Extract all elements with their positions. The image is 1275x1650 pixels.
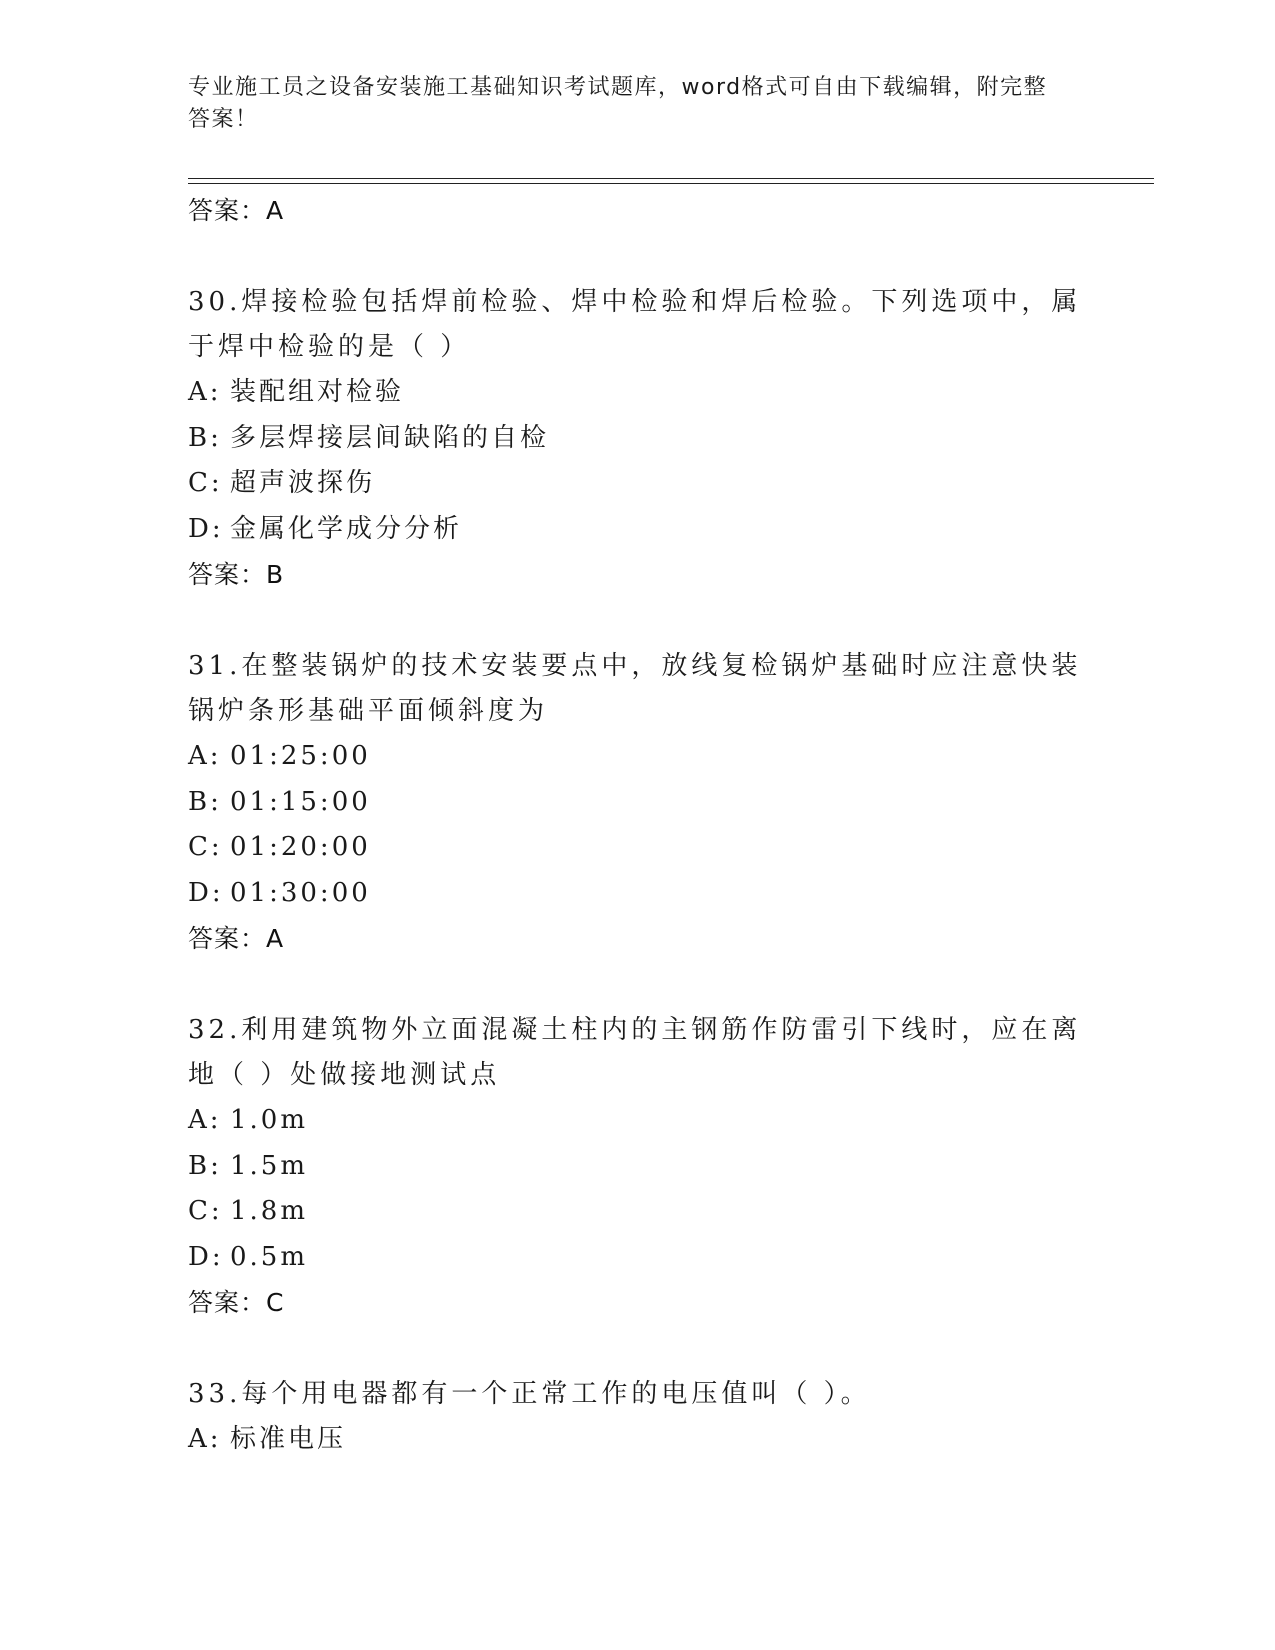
option-text: 01:15:00 — [230, 786, 371, 817]
option-letter: C: — [188, 832, 223, 862]
option-letter: A: — [188, 741, 222, 771]
option-a — [188, 370, 1088, 416]
question-item — [188, 1372, 1088, 1463]
option-d — [188, 507, 1088, 553]
question-list — [188, 188, 1088, 1463]
option-text: 1.8m — [230, 1196, 309, 1226]
answer-line: 答案：A — [188, 196, 285, 225]
header-title: 专业施工员之设备安装施工基础知识考试题库，word格式可自由下载编辑，附完整答案！ — [188, 75, 1048, 132]
answer-line: 答案：B — [188, 560, 285, 589]
option-b — [188, 780, 1088, 826]
option-b — [188, 416, 1088, 462]
option-text: 0.5m — [230, 1241, 309, 1272]
option-letter: B: — [188, 1150, 222, 1181]
option-a — [188, 1098, 1088, 1144]
answer-line: 答案：C — [188, 1288, 285, 1317]
option-letter: D: — [188, 877, 224, 908]
option-a — [188, 734, 1088, 780]
header-divider-top — [188, 178, 1154, 179]
option-d — [188, 871, 1088, 917]
option-text: 1.5m — [230, 1150, 309, 1181]
option-b — [188, 1144, 1088, 1190]
option-letter: D: — [188, 513, 224, 544]
option-text: 01:25:00 — [230, 741, 371, 771]
question-stem: 30.焊接检验包括焊前检验、焊中检验和焊后检验。下列选项中，属于焊中检验的是（ ） — [188, 287, 1082, 362]
option-c — [188, 825, 1088, 871]
question-stem: 33.每个用电器都有一个正常工作的电压值叫（ ）。 — [188, 1379, 871, 1409]
option-text: 多层焊接层间缺陷的自检 — [230, 422, 550, 453]
question-item — [188, 644, 1088, 962]
option-letter: B: — [188, 422, 222, 453]
option-text: 1.0m — [230, 1105, 309, 1135]
option-letter: A: — [188, 1424, 222, 1454]
option-text: 01:20:00 — [230, 832, 371, 862]
option-letter: A: — [188, 1105, 222, 1135]
option-text: 01:30:00 — [230, 877, 371, 908]
option-letter: B: — [188, 786, 222, 817]
option-d — [188, 1235, 1088, 1281]
option-a — [188, 1417, 1088, 1463]
header-divider-bottom — [188, 183, 1154, 184]
question-stem: 32.利用建筑物外立面混凝土柱内的主钢筋作防雷引下线时，应在离地（ ）处做接地测试点 — [188, 1015, 1082, 1090]
option-c — [188, 1189, 1088, 1235]
option-letter: A: — [188, 377, 222, 407]
document-header — [188, 72, 1068, 136]
option-c — [188, 461, 1088, 507]
option-letter: C: — [188, 468, 223, 498]
option-letter: C: — [188, 1196, 223, 1226]
option-letter: D: — [188, 1241, 224, 1272]
option-text: 超声波探伤 — [230, 468, 376, 498]
question-item — [188, 1008, 1088, 1326]
option-text: 装配组对检验 — [230, 377, 405, 407]
question-stem: 31.在整装锅炉的技术安装要点中，放线复检锅炉基础时应注意快装锅炉条形基础平面倾斜度为 — [188, 651, 1082, 726]
option-text: 金属化学成分分析 — [230, 513, 463, 544]
answer-line: 答案：A — [188, 924, 285, 953]
option-text: 标准电压 — [230, 1424, 347, 1454]
question-item — [188, 280, 1088, 598]
